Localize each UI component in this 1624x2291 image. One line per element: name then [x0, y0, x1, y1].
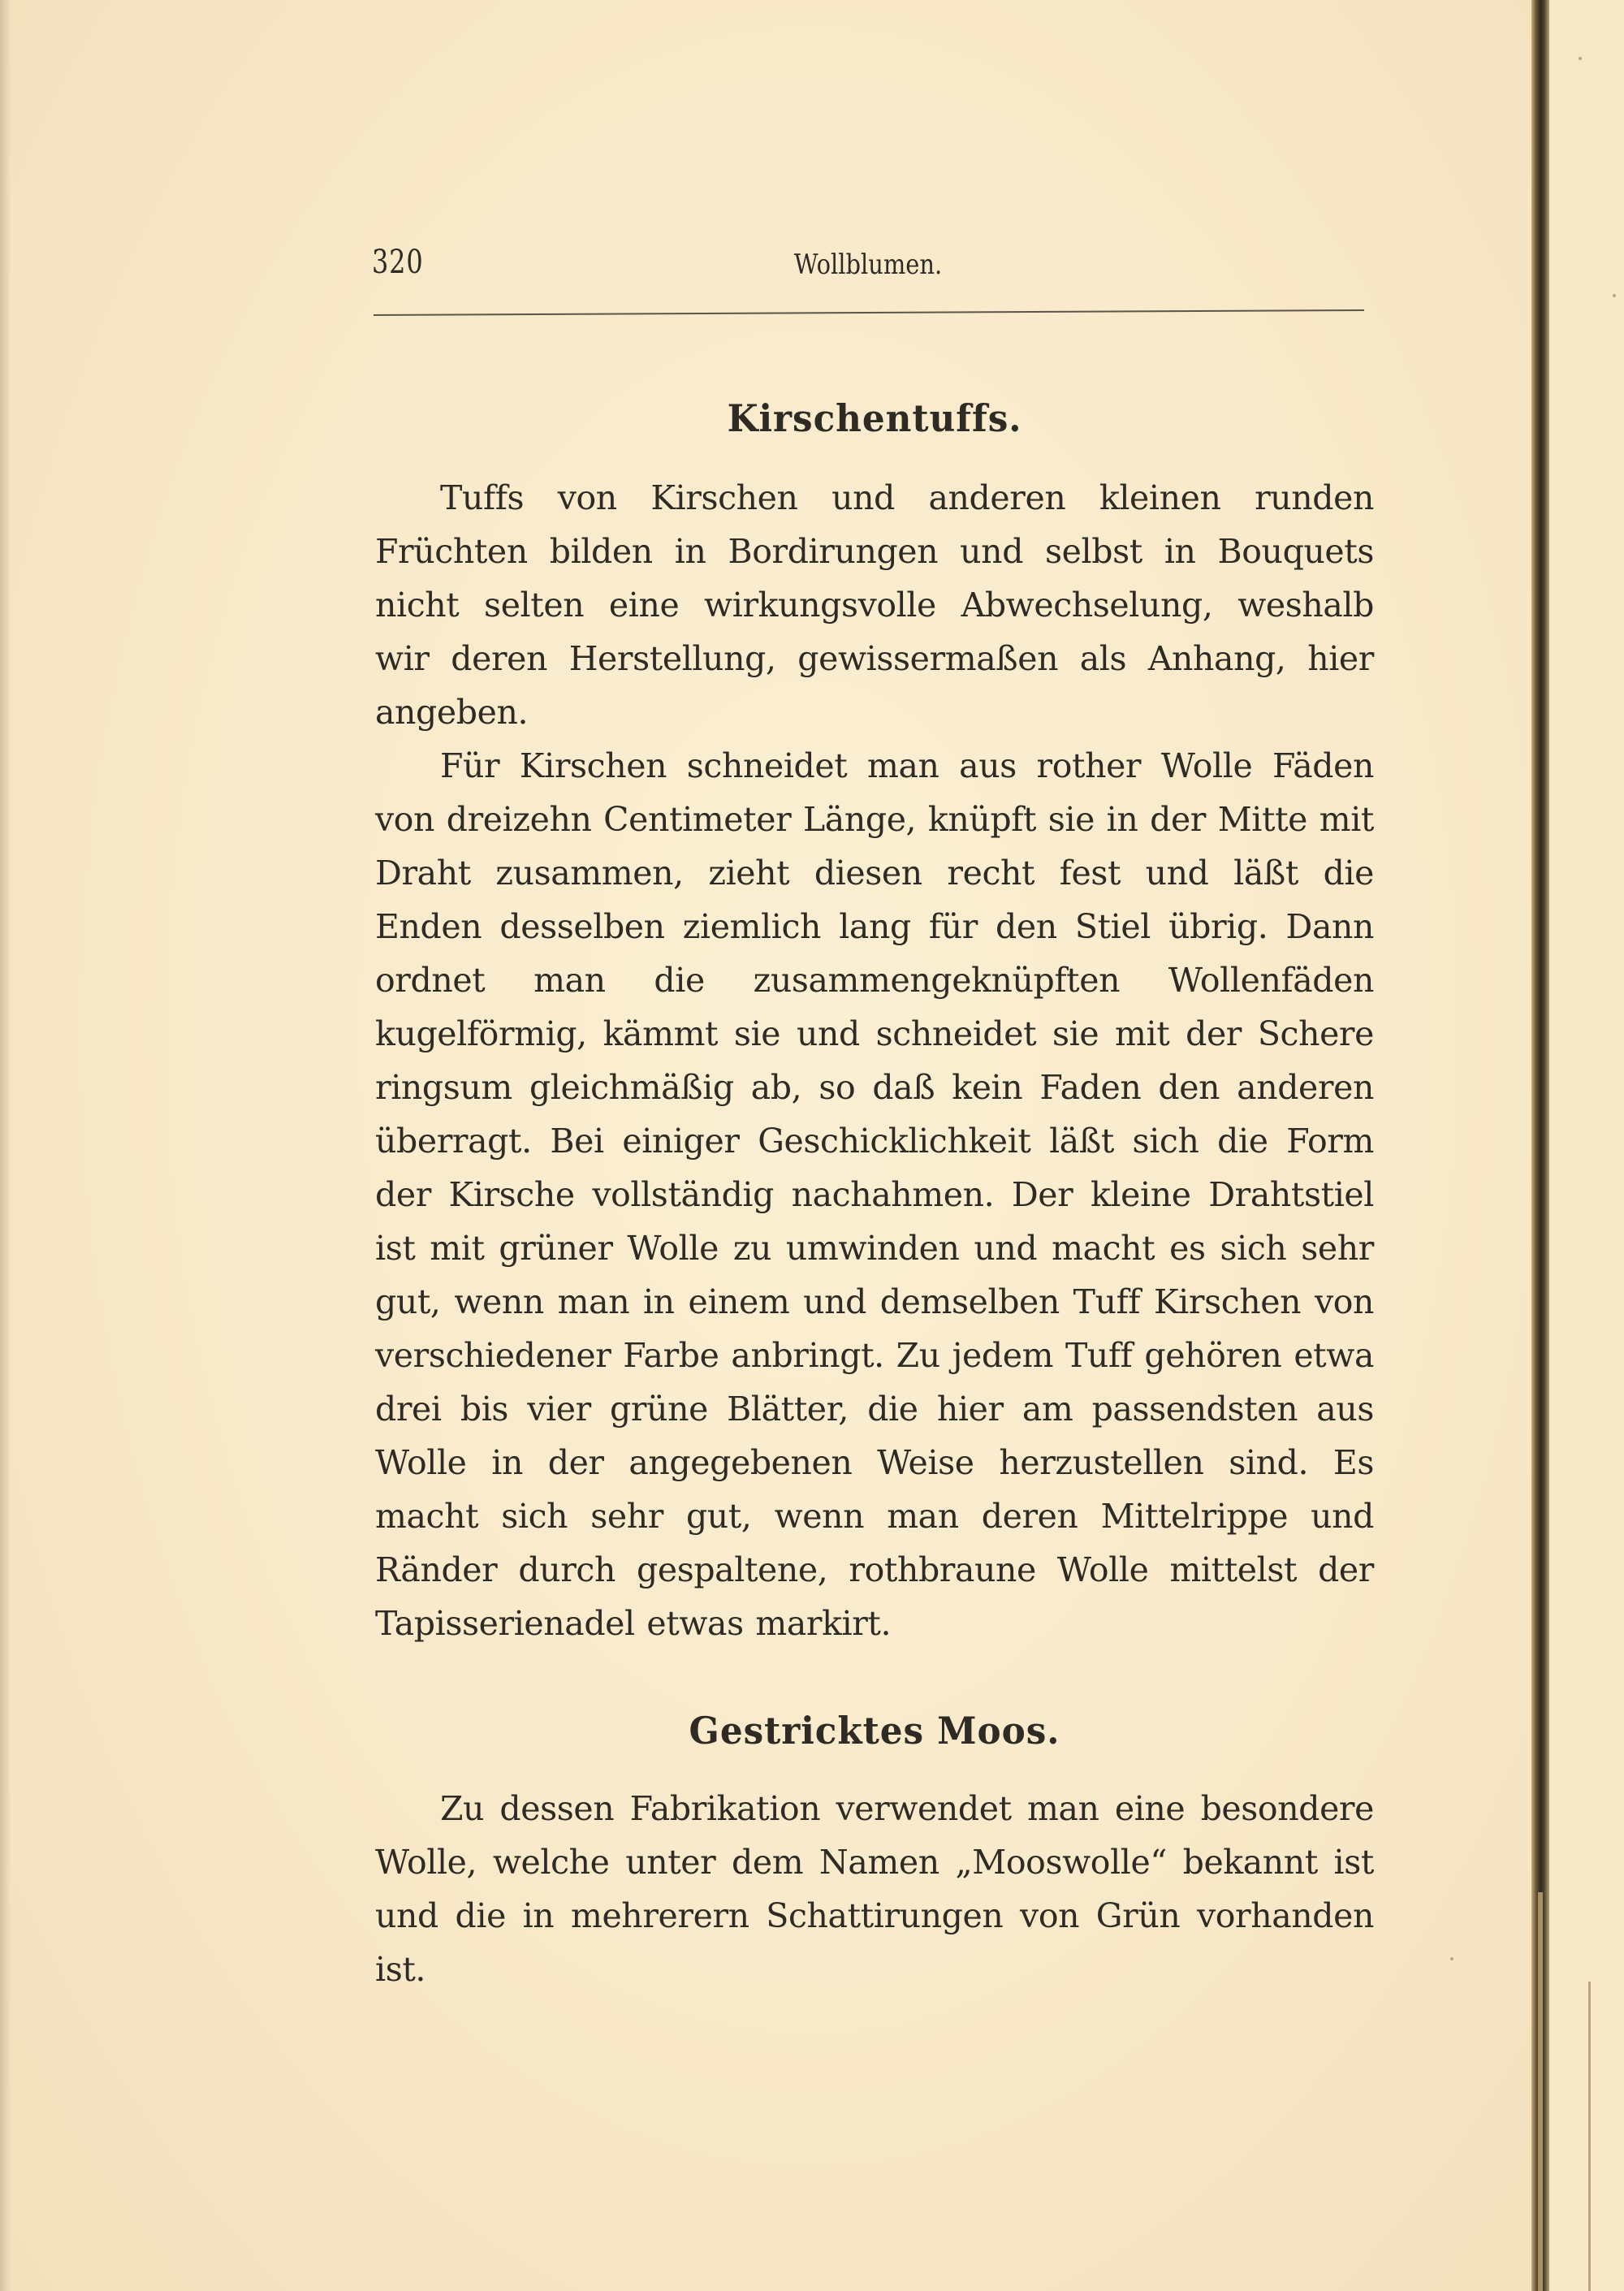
paper-speck: [1579, 57, 1582, 60]
adjacent-page-margin: [1549, 0, 1624, 2291]
paragraph: Tuffs von Kirschen und anderen kleinen runden Früchten bilden in Bordirungen und selbst in Bouquets nicht selten eine wirkungsvolle Abwechselung, weshalb wir deren Herstellung, gewissermaßen als Anhang, hier angeben.: [375, 478, 1374, 732]
section-heading: Kirschentuffs.: [727, 396, 1022, 440]
paper-speck: [1613, 294, 1616, 297]
section-heading: Gestricktes Moos.: [689, 1709, 1060, 1753]
paper-speck: [1450, 1957, 1453, 1960]
page-body: [375, 382, 1374, 1996]
section-gestricktes-moos: [375, 1709, 1374, 1996]
paragraph: Für Kirschen schneidet man aus rother Wolle Fäden von dreizehn Centimeter Länge, knüpft sie in der Mitte mit Draht zusammen, zieht diesen recht fest und läßt die Enden desselben ziemlich lang für den Stiel übrig. Dann ordnet man die zusammengeknüpften Wollenfäden kugelförmig, kämmt sie und schneidet sie mit der Schere ringsum gleichmäßig ab, so daß kein Faden den anderen überragt. Bei einiger Geschicklichkeit läßt sich die Form der Kirsche vollständig nachahmen. Der kleine Drahtstiel ist mit grüner Wolle zu umwinden und macht es sich sehr gut, wenn man in einem und demselben Tuff Kirschen von verschiedener Farbe anbringt. Zu jedem Tuff gehören etwa drei bis vier grüne Blätter, die hier am passendsten aus Wolle in der angegebenen Weise herzustellen sind. Es macht sich sehr gut, wenn man deren Mittelrippe und Ränder durch gespaltene, rothbraune Wolle mittelst der Tapisserienadel etwas markirt.: [375, 746, 1374, 1643]
paragraph: Zu dessen Fabrikation verwendet man eine besondere Wolle, welche unter dem Namen „Mooswolle“ bekannt ist und die in mehrerern Schattirungen von Grün vorhanden ist.: [375, 1789, 1374, 1989]
section-kirschentuffs: [375, 396, 1374, 1650]
page-number: 320: [372, 244, 424, 281]
left-page-edge: [0, 0, 11, 2291]
book-spine-lower: [1538, 1892, 1543, 2291]
running-title: Wollblumen.: [793, 249, 943, 281]
page-header: [372, 244, 1364, 292]
